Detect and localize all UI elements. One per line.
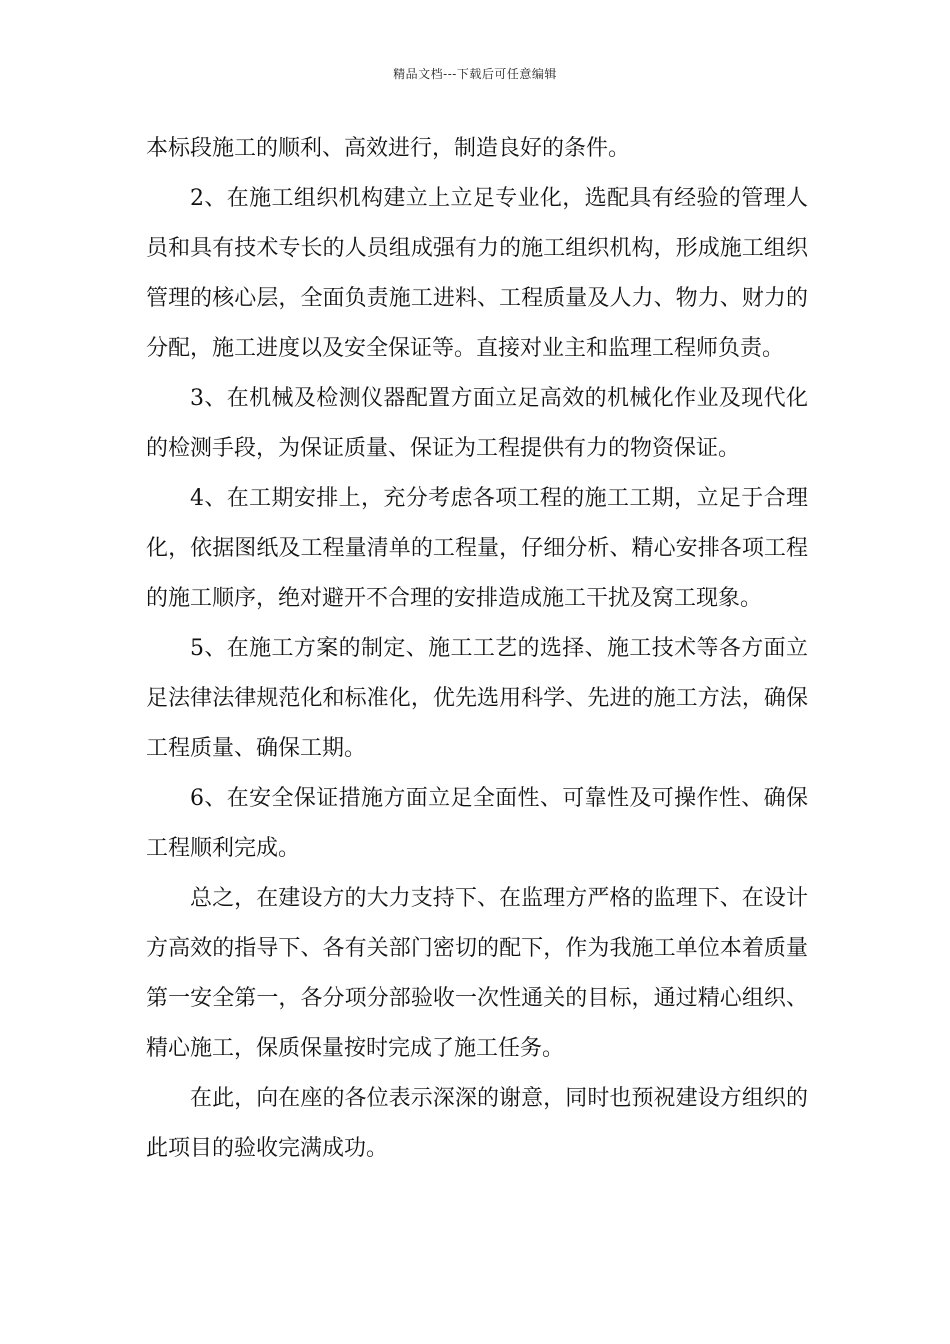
paragraph-thanks: 在此，向在座的各位表示深深的谢意，同时也预祝建设方组织的此项目的验收完满成功。 bbox=[146, 1086, 808, 1161]
paragraph-summary: 总之，在建设方的大力支持下、在监理方严格的监理下、在设计方高效的指导下、各有关部门密切的配下，作为我施工单位本着质量第一安全第一，各分项分部验收一次性通关的目标，通过精心组织、精心施工，保质保量按时完成了施工任务。 bbox=[146, 886, 808, 1061]
paragraph-item-6: 6、在安全保证措施方面立足全面性、可靠性及可操作性、确保工程顺利完成。 bbox=[146, 786, 808, 861]
paragraph-item-5: 5、在施工方案的制定、施工工艺的选择、施工技术等各方面立足法律法律规范化和标准化，优先选用科学、先进的施工方法，确保工程质量、确保工期。 bbox=[146, 636, 808, 761]
page-header: 精品文档---下载后可任意编辑 bbox=[393, 67, 557, 81]
paragraph-item-4: 4、在工期安排上，充分考虑各项工程的施工工期，立足于合理化，依据图纸及工程量清单的工程量，仔细分析、精心安排各项工程的施工顺序，绝对避开不合理的安排造成施工干扰及窝工现象。 bbox=[146, 486, 808, 611]
paragraph-item-2: 2、在施工组织机构建立上立足专业化，选配具有经验的管理人员和具有技术专长的人员组成强有力的施工组织机构，形成施工组织管理的核心层，全面负责施工进料、工程质量及人力、物力、财力的分配，施工进度以及安全保证等。直接对业主和监理工程师负责。 bbox=[146, 186, 808, 361]
paragraph-item-3: 3、在机械及检测仪器配置方面立足高效的机械化作业及现代化的检测手段，为保证质量、保证为工程提供有力的物资保证。 bbox=[146, 386, 808, 461]
document-body bbox=[146, 124, 808, 1174]
paragraph-continuation: 本标段施工的顺利、高效进行，制造良好的条件。 bbox=[146, 136, 631, 161]
